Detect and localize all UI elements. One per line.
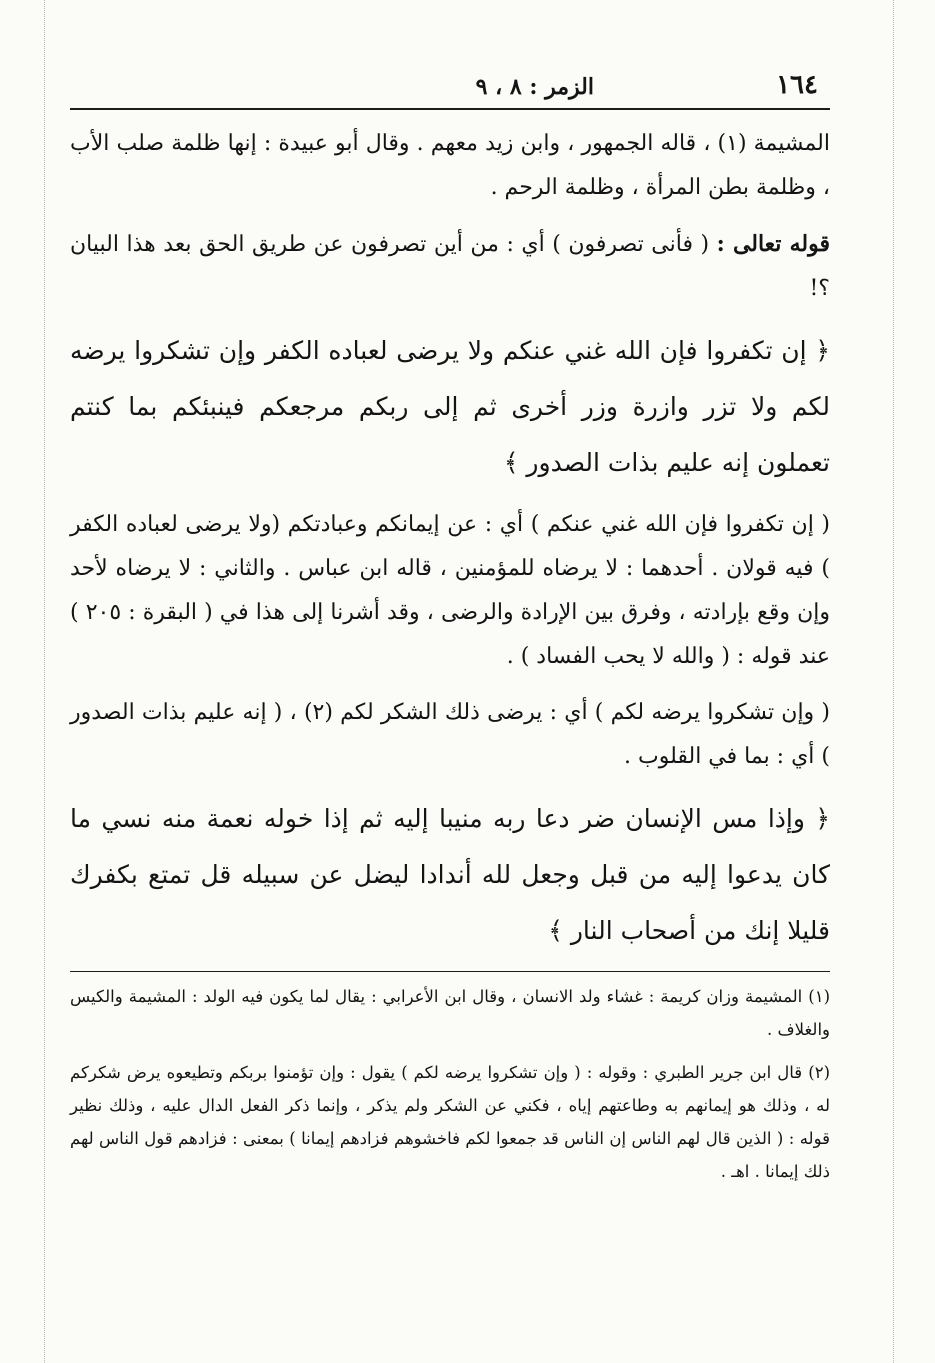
- footnote-2: (٢) قال ابن جرير الطبري : وقوله : ( وإن تشكروا يرضه لكم ) يقول : وإن تؤمنوا بربكم وتطيعوه يرض شكركم له ، وذلك هو إيمانهم به وطاعتهم إياه ، فكني عن الشكر ولم يذكر ، وإنما ذكر الفعل الدال عليه ، وذلك نظير قوله : ( الذين قال لهم الناس إن الناس قد جمعوا لكم فاخشوهم فزادهم إيمانا ) بمعنى : فزادهم قول الناس لهم ذلك إيمانا . اهـ .: [70, 1063, 830, 1181]
- commentary-text: ( فأنى تصرفون ) أي : من أين تصرفون عن طريق الحق بعد هذا البيان ؟!: [70, 232, 830, 301]
- footnote-1: (١) المشيمة وزان كريمة : غشاء ولد الانسان ، وقال ابن الأعرابي : يقال لما يكون فيه الولد : المشيمة والكيس والغلاف .: [70, 987, 830, 1039]
- quran-verse-8: ﴿ وإذا مس الإنسان ضر دعا ربه منيبا إليه ثم إذا خوله نعمة منه نسي ما كان يدعوا إليه من قبل وجعل لله أندادا ليضل عن سبيله قل تمتع بكفرك قليلا إنك من أصحاب النار ﴾: [70, 804, 830, 945]
- main-text: [70, 122, 830, 959]
- quran-verse-7: ﴿ إن تكفروا فإن الله غني عنكم ولا يرضى لعباده الكفر وإن تشكروا يرضه لكم ولا تزر وازرة وزر أخرى ثم إلى ربكم مرجعكم فينبئكم بما كنتم تعملون إنه عليم بذات الصدور ﴾: [70, 336, 830, 477]
- header-rule: [70, 108, 830, 110]
- book-page: [70, 60, 830, 1350]
- page-number: ١٦٤: [776, 70, 818, 100]
- left-margin-dots: [44, 0, 45, 1363]
- page-header: [70, 60, 830, 110]
- running-title: الزمر : ٨ ، ٩: [475, 74, 594, 100]
- commentary-lead: قوله تعالى :: [716, 231, 830, 257]
- paragraph-mashima: المشيمة (١) ، قاله الجمهور ، وابن زيد معهم . وقال أبو عبيدة : إنها ظلمة صلب الأب ، وظلمة بطن المرأة ، وظلمة الرحم .: [70, 131, 830, 200]
- footnote-rule: [70, 971, 830, 972]
- paragraph-tusrafun: [70, 222, 830, 311]
- paragraph-kufr: ( إن تكفروا فإن الله غني عنكم ) أي : عن إيمانكم وعبادتكم (ولا يرضى لعباده الكفر ) فيه قولان . أحدهما : لا يرضاه للمؤمنين ، قاله ابن عباس . والثاني : لا يرضاه لأحد وإن وقع بإرادته ، وفرق بين الإرادة والرضى ، وقد أشرنا إلى هذا في ( البقرة : ٢٠٥ ) عند قوله : ( والله لا يحب الفساد ) .: [70, 512, 830, 669]
- paragraph-shukr: ( وإن تشكروا يرضه لكم ) أي : يرضى ذلك الشكر لكم (٢) ، ( إنه عليم بذات الصدور ) أي : بما في القلوب .: [70, 700, 830, 769]
- right-margin-dots: [893, 0, 894, 1363]
- footnotes: [70, 980, 830, 1188]
